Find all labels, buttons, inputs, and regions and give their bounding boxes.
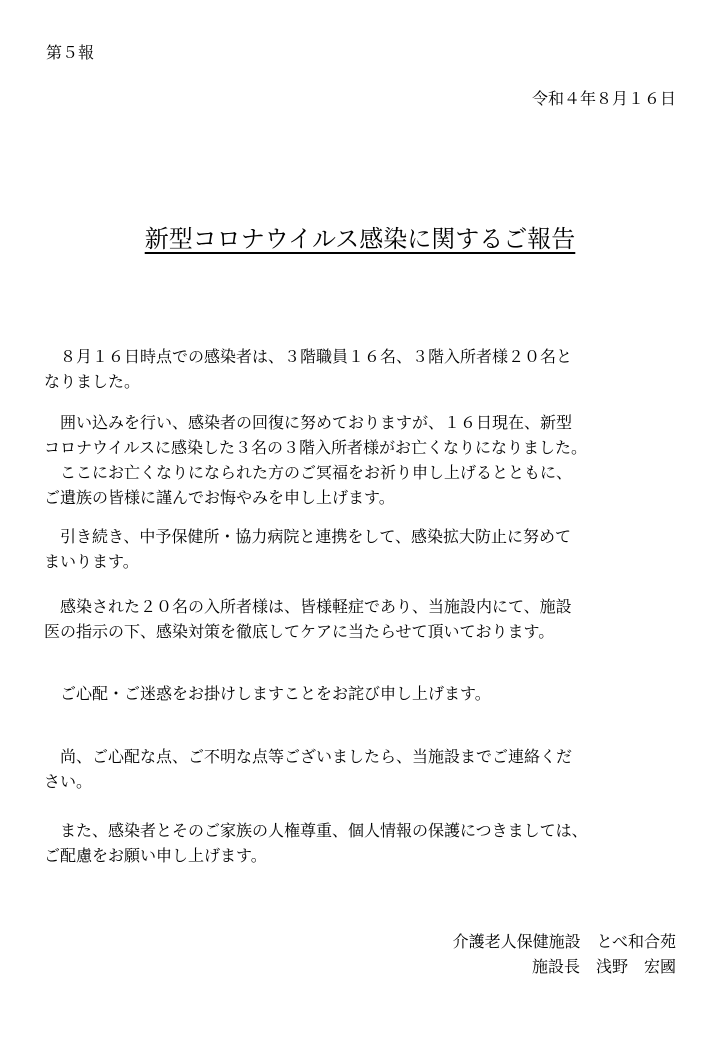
paragraph-infection-count: ８月１６日時点での感染者は、３階職員１６名、３階入所者様２０名と なりました。 bbox=[44, 347, 573, 391]
signature-director: 施設長 浅野 宏國 bbox=[531, 957, 676, 976]
document-date: 令和４年８月１６日 bbox=[531, 89, 676, 108]
document-title: 新型コロナウイルス感染に関するご報告 bbox=[144, 225, 576, 253]
report-number: 第５報 bbox=[46, 43, 95, 62]
paragraph-privacy: また、感染者とそのご家族の人権尊重、個人情報の保護につきましては、 ご配慮をお願い申し上げます。 bbox=[44, 821, 588, 865]
paragraph-cooperation: 引き続き、中予保健所・協力病院と連携をして、感染拡大防止に努めて まいります。 bbox=[44, 527, 572, 571]
paragraph-contact: 尚、ご心配な点、ご不明な点等ございましたら、当施設までご連絡くだ さい。 bbox=[44, 747, 573, 791]
paragraph-residents-status: 感染された２０名の入所者様は、皆様軽症であり、当施設内にて、施設 医の指示の下、感染対策を徹底してケアに当たらせて頂いております。 bbox=[44, 597, 572, 641]
signature-organization: 介護老人保健施設 とべ和合苑 bbox=[452, 932, 676, 951]
paragraph-condolences: 囲い込みを行い、感染者の回復に努めておりますが、１６日現在、新型 コロナウイルスに感染した３名の３階入所者様がお亡くなりになりました。 ここにお亡くなりになられた方のご冥福をお祈り申し上げるとともに、 ご遺族の皆様に謹んでお悔やみを申し上げます。 bbox=[44, 413, 588, 507]
paragraph-apology: ご心配・ご迷惑をお掛けしますことをお詫び申し上げます。 bbox=[44, 684, 491, 703]
